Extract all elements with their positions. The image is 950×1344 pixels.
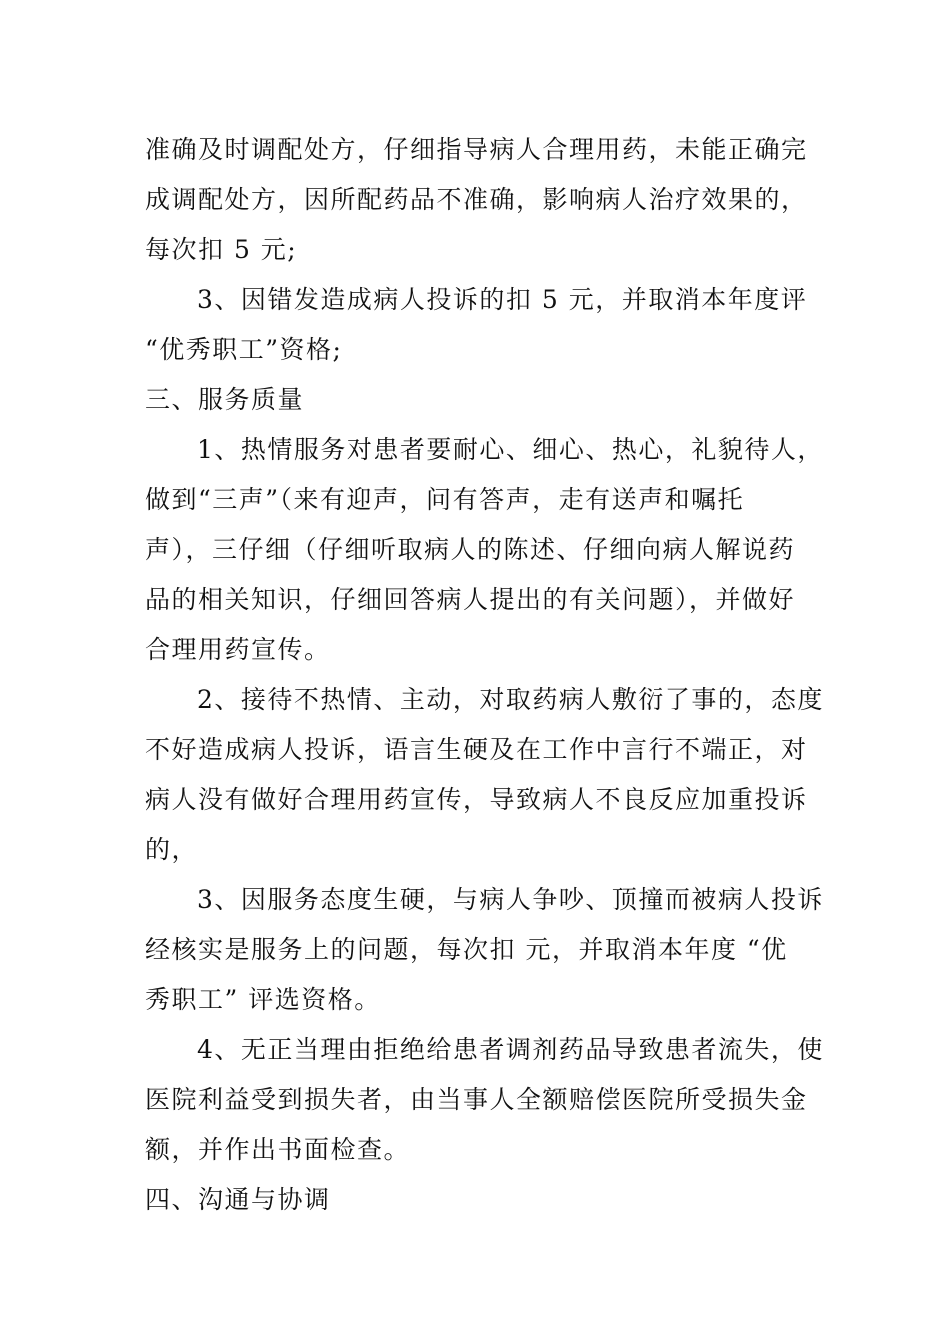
section-heading: 三、服务质量 — [145, 385, 305, 414]
paragraph-line: 每次扣 5 元; — [145, 235, 298, 264]
paragraph-line: 额，并作出书面检查。 — [145, 1135, 411, 1164]
list-item-line: 2、接待不热情、主动，对取药病人敷衍了事的，态度 — [197, 685, 824, 714]
paragraph-line: “优秀职工”资格; — [145, 335, 343, 364]
paragraph-line: 成调配处方，因所配药品不准确，影响病人治疗效果的， — [145, 185, 808, 214]
paragraph-line: 合理用药宣传。 — [145, 635, 331, 664]
paragraph-line: 不好造成病人投诉，语言生硬及在工作中言行不端正，对 — [145, 735, 808, 764]
paragraph-line: 病人没有做好合理用药宣传，导致病人不良反应加重投诉 — [145, 785, 808, 814]
paragraph-line: 准确及时调配处方，仔细指导病人合理用药，未能正确完 — [145, 135, 808, 164]
paragraph-line: 做到“三声”（来有迎声，问有答声，走有送声和嘱托 — [145, 485, 745, 514]
paragraph-line: 医院利益受到损失者，由当事人全额赔偿医院所受损失金 — [145, 1085, 808, 1114]
list-item-line: 1、热情服务对患者要耐心、细心、热心，礼貌待人， — [197, 435, 824, 464]
paragraph-line: 秀职工” 评选资格。 — [145, 985, 381, 1014]
paragraph-line: 品的相关知识，仔细回答病人提出的有关问题），并做好 — [145, 585, 796, 614]
paragraph-line: 的， — [145, 835, 199, 864]
paragraph-line: 声），三仔细（仔细听取病人的陈述、仔细向病人解说药 — [145, 535, 796, 564]
list-item-line: 3、因错发造成病人投诉的扣 5 元，并取消本年度评 — [197, 285, 808, 314]
list-item-line: 4、无正当理由拒绝给患者调剂药品导致患者流失，使 — [197, 1035, 824, 1064]
section-heading: 四、沟通与协调 — [145, 1185, 331, 1214]
list-item-line: 3、因服务态度生硬，与病人争吵、顶撞而被病人投诉 — [197, 885, 824, 914]
paragraph-line: 经核实是服务上的问题，每次扣 元，并取消本年度 “优 — [145, 935, 788, 964]
